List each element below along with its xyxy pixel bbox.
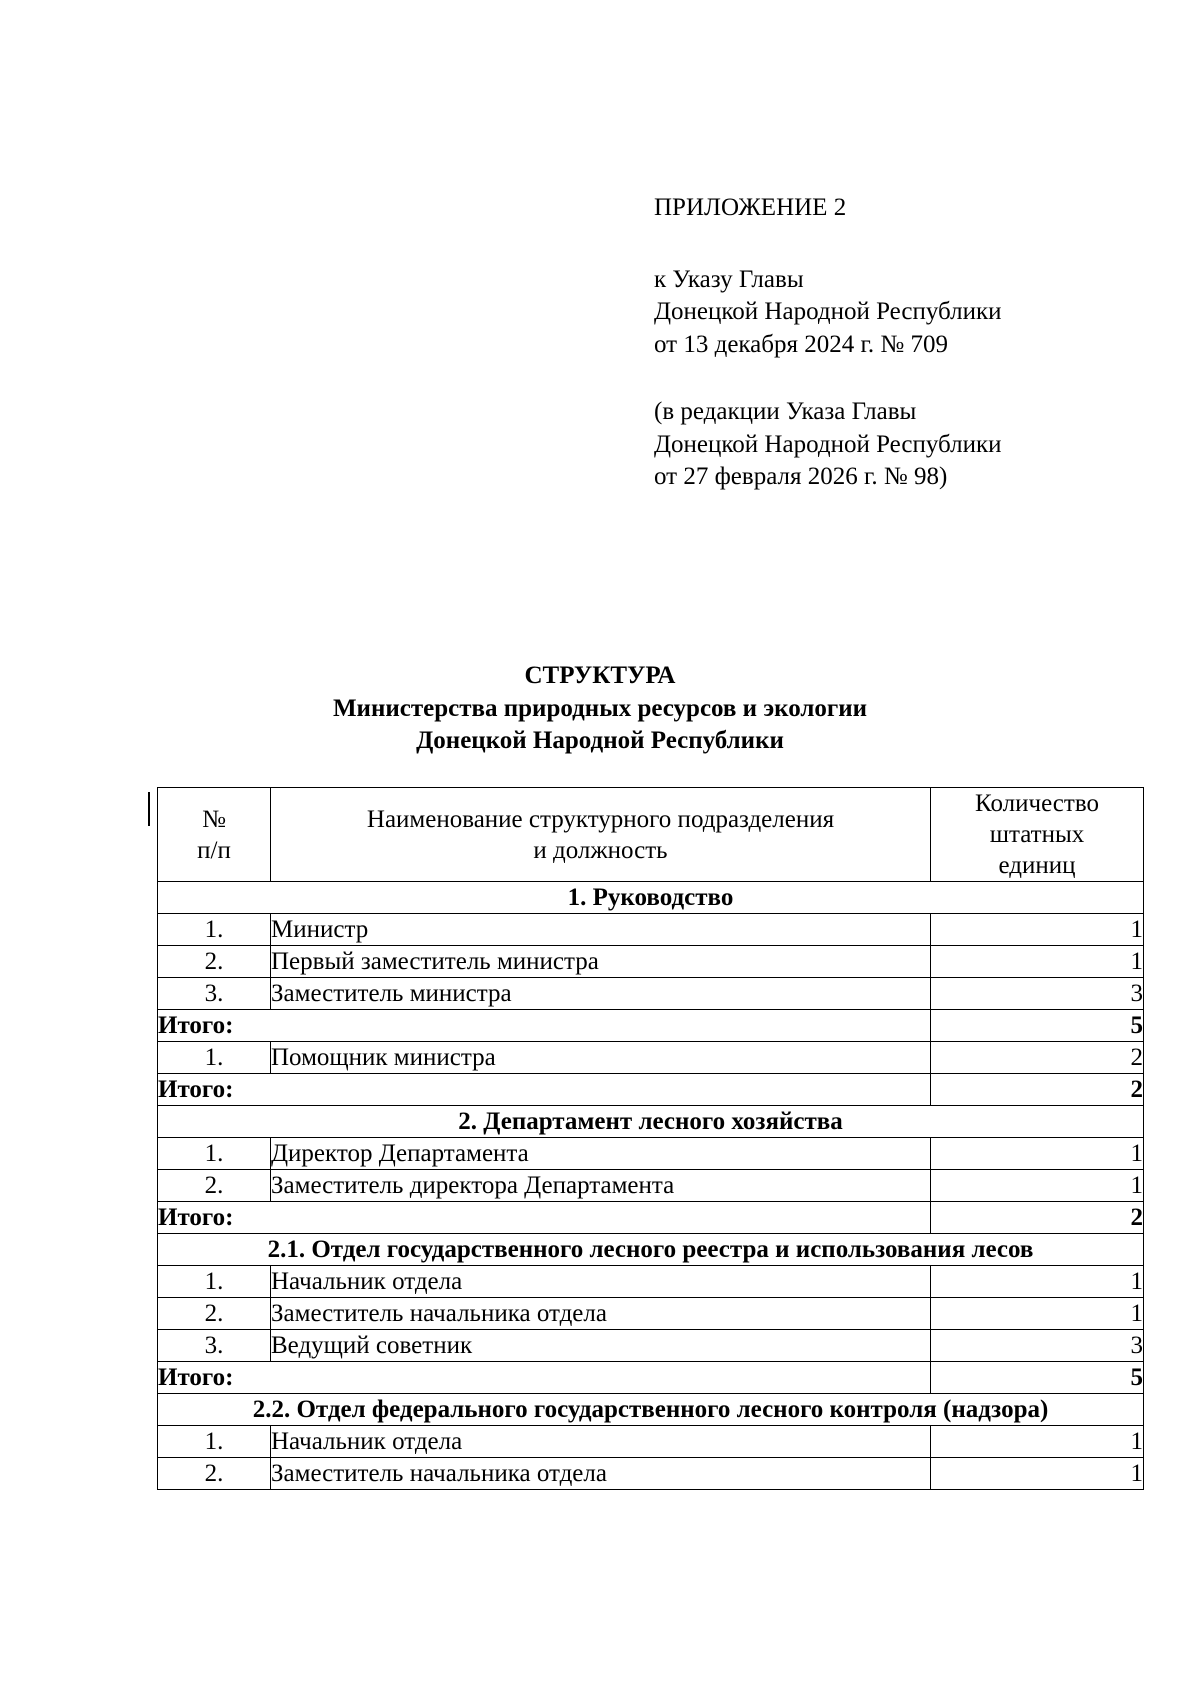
total-label: Итого:	[158, 1074, 931, 1106]
staff-count: 1	[931, 946, 1144, 978]
staff-count: 1	[931, 1298, 1144, 1330]
position-name: Первый заместитель министра	[271, 946, 931, 978]
table-row	[158, 1138, 1144, 1170]
total-row	[158, 1010, 1144, 1042]
total-value: 5	[931, 1362, 1144, 1394]
total-row	[158, 1202, 1144, 1234]
table-row	[158, 1426, 1144, 1458]
row-number: 1.	[158, 1042, 271, 1074]
section-row	[158, 882, 1144, 914]
row-number: 1.	[158, 1266, 271, 1298]
row-number: 1.	[158, 914, 271, 946]
total-label: Итого:	[158, 1202, 931, 1234]
staff-count: 3	[931, 1330, 1144, 1362]
total-label: Итого:	[158, 1362, 931, 1394]
structure-table-body	[158, 788, 1144, 1490]
total-value: 2	[931, 1202, 1144, 1234]
table-row	[158, 946, 1144, 978]
staff-count: 2	[931, 1042, 1144, 1074]
row-number: 3.	[158, 1330, 271, 1362]
section-row	[158, 1394, 1144, 1426]
position-name: Ведущий советник	[271, 1330, 931, 1362]
edition-reference	[654, 396, 1002, 494]
decree-line: к Указу Главы	[654, 265, 804, 293]
header-name-line: Наименование структурного подразделения	[366, 805, 835, 833]
section-title: 2.2. Отдел федерального государственного лесного контроля (надзора)	[158, 1394, 1144, 1426]
decree-reference	[654, 264, 1002, 362]
position-name: Министр	[271, 914, 931, 946]
position-name: Заместитель министра	[271, 978, 931, 1010]
header-qty	[931, 788, 1144, 882]
header-qty-line: единиц	[998, 852, 1076, 879]
position-name: Заместитель начальника отдела	[271, 1458, 931, 1490]
position-name: Заместитель начальника отдела	[271, 1298, 931, 1330]
header-num	[158, 788, 271, 882]
position-name: Начальник отдела	[271, 1426, 931, 1458]
staff-count: 1	[931, 1138, 1144, 1170]
table-row	[158, 1298, 1144, 1330]
staff-count: 3	[931, 978, 1144, 1010]
table-row	[158, 1458, 1144, 1490]
row-number: 1.	[158, 1426, 271, 1458]
total-value: 5	[931, 1010, 1144, 1042]
edition-line: Донецкой Народной Республики	[654, 430, 1002, 458]
row-number: 2.	[158, 1458, 271, 1490]
staff-count: 1	[931, 1266, 1144, 1298]
position-name: Заместитель директора Департамента	[271, 1170, 931, 1202]
header-qty-line: штатных	[989, 821, 1085, 848]
row-number: 2.	[158, 1170, 271, 1202]
header-name	[271, 788, 931, 882]
table-header-row	[158, 788, 1144, 882]
section-title: 2. Департамент лесного хозяйства	[158, 1106, 1144, 1138]
table-row	[158, 1170, 1144, 1202]
decree-line: от 13 декабря 2024 г. № 709	[654, 330, 949, 358]
header-num-line: №	[202, 805, 226, 833]
section-row	[158, 1106, 1144, 1138]
table-row	[158, 1266, 1144, 1298]
header-qty-line: Количество	[975, 790, 1099, 817]
table-row	[158, 1042, 1144, 1074]
position-name: Начальник отдела	[271, 1266, 931, 1298]
total-row	[158, 1074, 1144, 1106]
section-title: 2.1. Отдел государственного лесного реестра и использования лесов	[158, 1234, 1144, 1266]
row-number: 3.	[158, 978, 271, 1010]
section-row	[158, 1234, 1144, 1266]
document-title	[0, 660, 1200, 758]
header-name-line: и должность	[533, 836, 668, 864]
table-row	[158, 978, 1144, 1010]
staff-count: 1	[931, 1458, 1144, 1490]
row-number: 2.	[158, 946, 271, 978]
total-value: 2	[931, 1074, 1144, 1106]
total-label: Итого:	[158, 1010, 931, 1042]
document-title-line: Донецкой Народной Республики	[416, 727, 784, 754]
edition-line: (в редакции Указа Главы	[654, 398, 917, 425]
appendix-title: ПРИЛОЖЕНИЕ 2	[654, 194, 847, 221]
position-name: Директор Департамента	[271, 1138, 931, 1170]
row-number: 2.	[158, 1298, 271, 1330]
decree-line: Донецкой Народной Республики	[654, 298, 1002, 325]
margin-mark	[148, 792, 150, 826]
table-row	[158, 1330, 1144, 1362]
staff-count: 1	[931, 1426, 1144, 1458]
header-num-line: п/п	[197, 836, 231, 864]
document-title-line: Министерства природных ресурсов и экологии	[332, 694, 868, 722]
section-title: 1. Руководство	[158, 882, 1144, 914]
structure-table	[157, 787, 1144, 1490]
document-title-line: СТРУКТУРА	[524, 662, 676, 689]
appendix-block	[654, 192, 1002, 494]
staff-count: 1	[931, 914, 1144, 946]
row-number: 1.	[158, 1138, 271, 1170]
staff-count: 1	[931, 1170, 1144, 1202]
edition-line: от 27 февраля 2026 г. № 98)	[654, 463, 948, 490]
position-name: Помощник министра	[271, 1042, 931, 1074]
total-row	[158, 1362, 1144, 1394]
table-row	[158, 914, 1144, 946]
